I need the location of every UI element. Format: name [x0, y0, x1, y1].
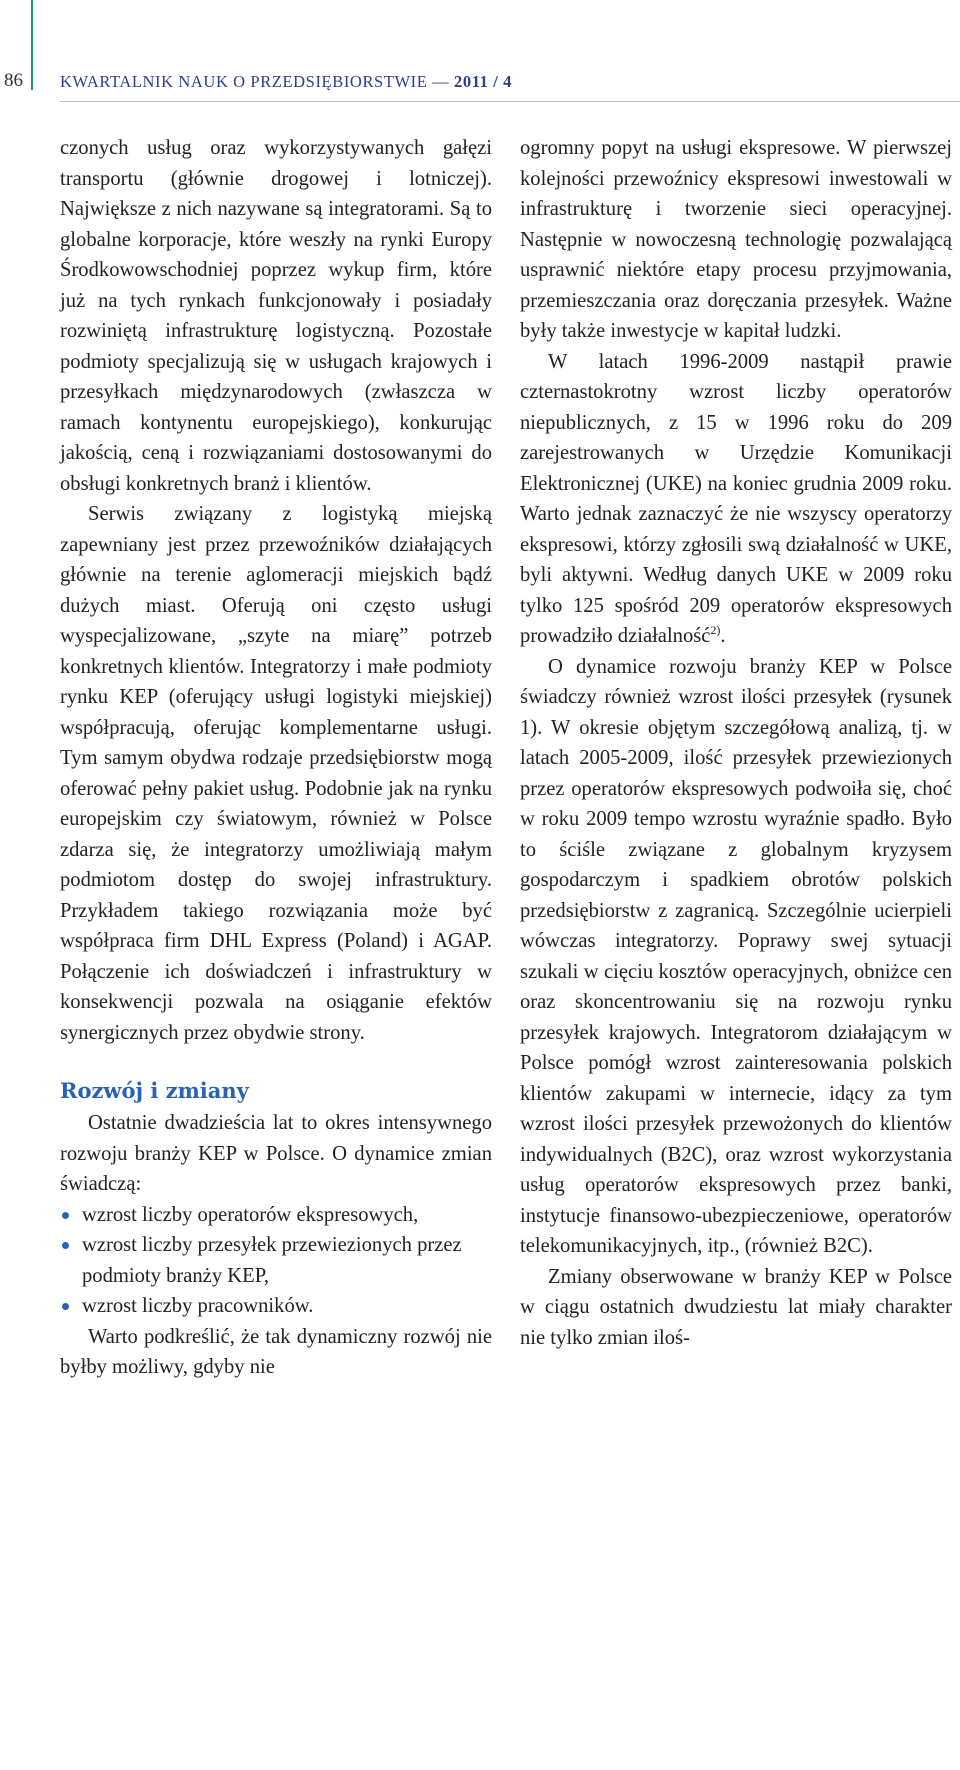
- bullet-icon: [62, 1303, 69, 1310]
- paragraph: czonych usług oraz wykorzystywanych gałęzi transportu (głównie drogowej i lotniczej). Największe z nich nazywane są integratorami. Są to globalne korporacje, które weszły na rynki Europy Środkowowschodniej poprzez wykup firm, które już na tych rynkach funkcjonowały i posiadały rozwiniętą infrastrukturę logistyczną. Pozostałe podmioty specjalizują się w usługach krajowych i przesyłkach międzynarodowych (zwłaszcza w ramach kontynentu europejskiego), konkurując jakością, ceną i rozwiązaniami dostosowanymi do obsługi konkretnych branż i klientów.: [60, 137, 492, 495]
- list-item-text: wzrost liczby operatorów ekspresowych,: [82, 1203, 419, 1226]
- paragraph: Warto podkreślić, że tak dynamiczny rozwój nie byłby możliwy, gdyby nie: [60, 1325, 492, 1378]
- bullet-list: [60, 1200, 492, 1322]
- page-number: 86: [4, 70, 23, 91]
- list-item-text: wzrost liczby pracowników.: [82, 1295, 314, 1317]
- journal-title: KWARTALNIK NAUK O PRZEDSIĘBIORSTWIE —: [60, 72, 455, 91]
- right-column: [520, 133, 952, 1353]
- list-item-text: wzrost liczby przesyłek przewiezionych przez podmioty branży KEP,: [82, 1234, 462, 1287]
- paragraph: [520, 347, 952, 652]
- footnote-marker: 2): [710, 623, 721, 638]
- paragraph: Zmiany obserwowane w branży KEP w Polsce w ciągu ostatnich dwudziestu lat miały charakter nie tylko zmian iloś-: [520, 1265, 952, 1349]
- left-column: [60, 133, 492, 1383]
- list-item: [60, 1230, 492, 1291]
- header-rule: [60, 101, 960, 102]
- issue-number: 2011 / 4: [454, 72, 512, 91]
- bullet-icon: [62, 1242, 69, 1249]
- list-item: [60, 1200, 492, 1231]
- paragraph: Ostatnie dwadzieścia lat to okres intensywnego rozwoju branży KEP w Polsce. O dynamice zmian świadczą:: [60, 1112, 492, 1195]
- margin-rule: [31, 0, 33, 90]
- paragraph-end: .: [720, 625, 726, 647]
- section-heading: Rozwój i zmiany: [60, 1078, 249, 1103]
- paragraph-text: W latach 1996-2009 nastąpił prawie czternastokrotny wzrost liczby operatorów niepublicznych, z 15 w 1996 roku do 209 zarejestrowanych w Urzędzie Komunikacji Elektronicznej (UKE) na koniec grudnia 2009 roku. Warto jednak zaznaczyć że nie wszyscy operatorzy ekspresowi, którzy zgłosili swą działalność w UKE, byli aktywni. Według danych UKE w 2009 roku tylko 125 spośród 209 operatorów ekspresowych prowadziło działalność: [520, 350, 952, 647]
- running-head: [60, 72, 512, 92]
- bullet-icon: [62, 1212, 69, 1219]
- list-item: [60, 1291, 492, 1322]
- paragraph: O dynamice rozwoju branży KEP w Polsce świadczy również wzrost ilości przesyłek (rysunek 1). W okresie objętym szczegółową analizą, tj. w latach 2005-2009, ilość przesyłek przewiezionych przez operatorów ekspresowych podwoiła się, choć w roku 2009 tempo wzrostu wyraźnie spadło. Było to ściśle związane z globalnym kryzysem gospodarczym i spadkiem obrotów polskich przedsiębiorstw z zagranicą. Szczególnie ucierpieli wówczas integratorzy. Poprawy swej sytuacji szukali w cięciu kosztów operacyjnych, obniżce cen oraz skoncentrowaniu się na rozwoju rynku przesyłek krajowych. Integratorom działającym w Polsce pomógł wzrost zainteresowania polskich klientów zakupami w internecie, idący za tym wzrost ilości przesyłek przewożonych do klientów indywidualnych (B2C), oraz wzrost wykorzystania usług operatorów ekspresowych przez banki, instytucje finansowo-ubezpieczeniowe, operatorów telekomunikacyjnych, itp., (również B2C).: [520, 655, 952, 1257]
- paragraph: Serwis związany z logistyką miejską zapewniany jest przez przewoźników działających głównie na terenie aglomeracji miejskich bądź dużych miast. Oferują oni często usługi wyspecjalizowane, „szyte na miarę” potrzeb konkretnych klientów. Integratorzy i małe podmioty rynku KEP (oferujący usługi logistyki miejskiej) współpracują, oferując komplementarne usługi. Tym samym obydwa rodzaje przedsiębiorstw mogą oferować pełny pakiet usług. Podobnie jak na rynku europejskim czy światowym, również w Polsce zdarza się, że integratorzy umożliwiają małym podmiotom dostęp do swojej infrastruktury. Przykładem takiego rozwiązania może być współpraca firm DHL Express (Poland) i AGAP. Połączenie ich doświadczeń i infrastruktury w konsekwencji pozwala na osiąganie efektów synergicznych przez obydwie strony.: [60, 503, 492, 1044]
- paragraph: ogromny popyt na usługi ekspresowe. W pierwszej kolejności przewoźnicy ekspresowi inwestowali w infrastrukturę i tworzenie sieci operacyjnej. Następnie w nowoczesną technologię pozwalającą usprawnić niektóre etapy procesu przyjmowania, przemieszczania oraz doręczania przesyłek. Ważne były także inwestycje w kapitał ludzki.: [520, 137, 952, 342]
